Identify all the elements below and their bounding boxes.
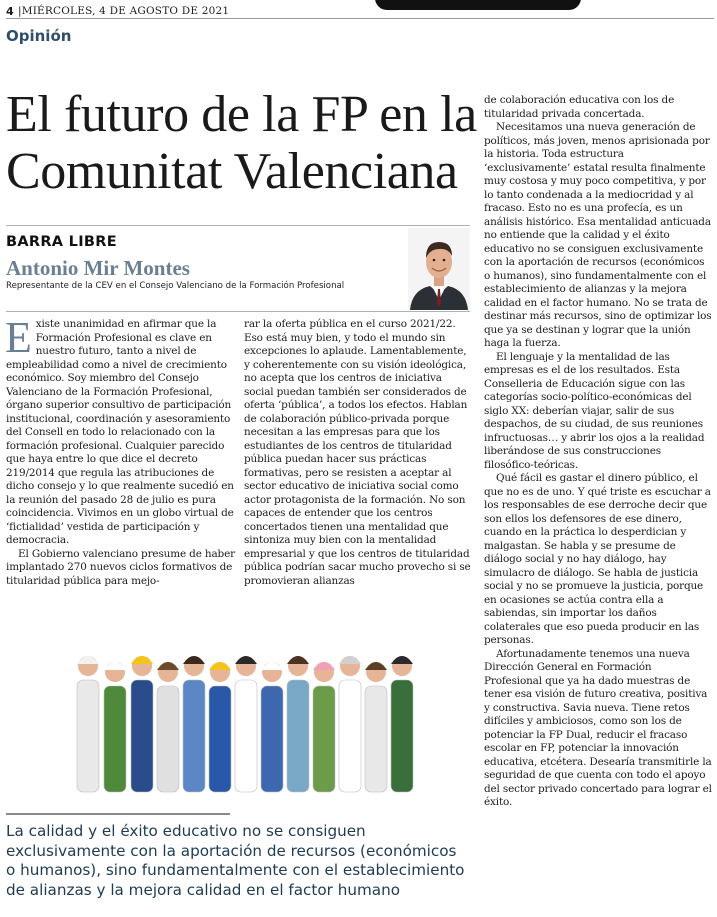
- worker-figure: [131, 680, 153, 792]
- byline-divider: [6, 311, 470, 312]
- section-label: Opinión: [6, 27, 72, 45]
- workers-illustration-icon: [70, 628, 430, 800]
- worker-hat: [157, 662, 179, 670]
- worker-hat: [235, 656, 257, 664]
- worker-figure: [261, 686, 283, 792]
- author-portrait-photo: [408, 228, 470, 310]
- worker-figure: [209, 686, 231, 792]
- worker-figure: [287, 680, 309, 792]
- worker-hat: [183, 656, 205, 664]
- paragraph: rar la oferta pública en el curso 2021/22. Eso está muy bien, y todo el mundo sin excepciones lo aplaude. Lamentablemente, y coherentemente con su visión ideológica, no acepta que los centros de iniciativa social puedan también ser considerados de oferta ‘pública’, a todos los efectos. Hablan de colaboración público-privada porque necesitan a las empresas para que los estudiantes de los centros de titularidad pública puedan hacer sus prácticas formativas, pero se resisten a aceptar al sector educativo de iniciativa social como actor protagonista de la formación. No son capaces de entender que los centros concertados tienen una mentalidad que sintoniza muy bien con la mentalidad empresarial y que los centros de titularidad pública podrían sacar mucho provecho si se promovieran alianzas: [244, 318, 471, 587]
- worker-hat: [339, 656, 361, 664]
- worker-figure: [365, 686, 387, 792]
- header-date: |MIÉRCOLES, 4 DE AGOSTO DE 2021: [18, 5, 230, 17]
- portrait-icon: [408, 228, 470, 310]
- worker-hat: [209, 662, 231, 670]
- worker-figure: [339, 680, 361, 792]
- worker-hat: [313, 662, 335, 670]
- top-banner-shape: [375, 0, 581, 10]
- worker-hat: [391, 656, 413, 664]
- worker-figure: [313, 686, 335, 792]
- worker-figure: [104, 686, 126, 792]
- worker-hat: [365, 662, 387, 670]
- header-divider: [6, 18, 714, 19]
- paragraph: Existe unanimidad en afirmar que la Formación Profesional es clave en nuestro futuro, tanto a nivel de empleabilidad como a nivel de crecimiento económico. Soy miembro del Consejo Valenciano de la Formación Profesional, órgano superior consultivo de participación institucional, coordinación y asesoramiento del Consell en todo lo relacionado con la formación profesional. Cualquier parecido que haya entre lo que dice el decreto 219/2014 que regula las atribuciones de dicho consejo y lo que realmente sucedió en la reunión del pasado 28 de julio es pura coincidencia. Vivimos en un globo virtual de ‘fictialidad’ vestida de participación y democracia.: [5, 313, 234, 546]
- worker-figure: [183, 680, 205, 792]
- worker-hat: [77, 656, 99, 664]
- author-name: Antonio Mir Montes: [6, 256, 190, 280]
- paragraph: El lenguaje y la mentalidad de las empresas es el de los resultados. Esta Conselleria de Educación sigue con las categorías socio-político-económicas del siglo XX: deberían viajar, salir de sus despachos, de su ciudad, de sus reuniones infructuosas… y abrir los ojos a la realidad liberándose de sus construcciones filosófico-teóricas.: [484, 350, 705, 471]
- worker-hat: [287, 656, 309, 664]
- author-role: Representante de la CEV en el Consejo Valenciano de la Formación Profesional: [6, 281, 345, 291]
- paragraph: Afortunadamente tenemos una nueva Dirección General en Formación Profesional que ya ha dado muestras de tener esa visión de futuro creativa, positiva y constructiva. Savia nueva. Tiene retos difíciles y ambiciosos, como son los de potenciar la FP Dual, reducir el fracaso escolar en FP, potenciar la innovación educativa, etcétera. Desearía transmitirle la seguridad de que cuenta con todo el apoyo del sector privado concertado para lograr el éxito.: [484, 647, 712, 808]
- worker-hat: [131, 656, 153, 664]
- drop-cap: E: [5, 313, 32, 362]
- page-number: 4: [6, 5, 14, 18]
- worker-hat: [104, 662, 126, 670]
- worker-figure: [391, 680, 413, 792]
- worker-figure: [77, 680, 99, 792]
- column-name: BARRA LIBRE: [6, 234, 117, 250]
- article-column-2: [244, 318, 474, 588]
- article-headline: El futuro de la FP en la Comunitat Valenciana: [6, 86, 477, 200]
- paragraph: Necesitamos una nueva generación de políticos, más joven, menos aprisionada por la historia. Toda estructura ‘exclusivamente’ estatal resulta finalmente muy costosa y muy poco competitiva, y por lo tanto condenada a la mediocridad y al fracaso. Esto no es una profecía, es un análisis histórico. Esa mentalidad anticuada no entiende que la calidad y el éxito educativo no se consiguen exclusivamente con la aportación de recursos (económicos o humanos), sino fundamentalmente con el establecimiento de alianzas y la mejora calidad en el factor humano. No se trata de destinar más recursos, sino de optimizar los que ya se destinan y lograr que la unión haga la fuerza.: [484, 121, 712, 349]
- paragraph: El Gobierno valenciano presume de haber implantado 270 nuevos ciclos formativos de titularidad pública para mejo-: [6, 547, 235, 587]
- workers-group-illustration: [70, 628, 430, 800]
- pull-quote-divider: [6, 813, 230, 815]
- article-column-1: [5, 313, 236, 588]
- worker-figure: [235, 680, 257, 792]
- worker-hat: [261, 662, 283, 670]
- headline-divider: [6, 225, 470, 226]
- worker-figure: [157, 686, 179, 792]
- article-column-3: [484, 94, 712, 810]
- pull-quote: La calidad y el éxito educativo no se consiguen exclusivamente con la aportación de recursos (económicos o humanos), sino fundamentalmente con el establecimiento de alianzas y la mejora calidad en el factor humano: [6, 822, 465, 899]
- paragraph: de colaboración educativa con los de titularidad privada concertada.: [484, 94, 675, 120]
- paragraph: Qué fácil es gastar el dinero público, el que no es de uno. Y qué triste es escuchar a los responsables de ese derroche decir que son ellos los defensores de ese dinero, cuando en la práctica lo desperdician y malgastan. Se habla y se presume de diálogo social y no hay diálogo, hay simulacro de diálogo. Se habla de justicia social y no se promueve la justicia, porque en ocasiones se actúa contra ella a sabiendas, sin importar los daños colaterales que eso pueda producir en las personas.: [484, 472, 711, 646]
